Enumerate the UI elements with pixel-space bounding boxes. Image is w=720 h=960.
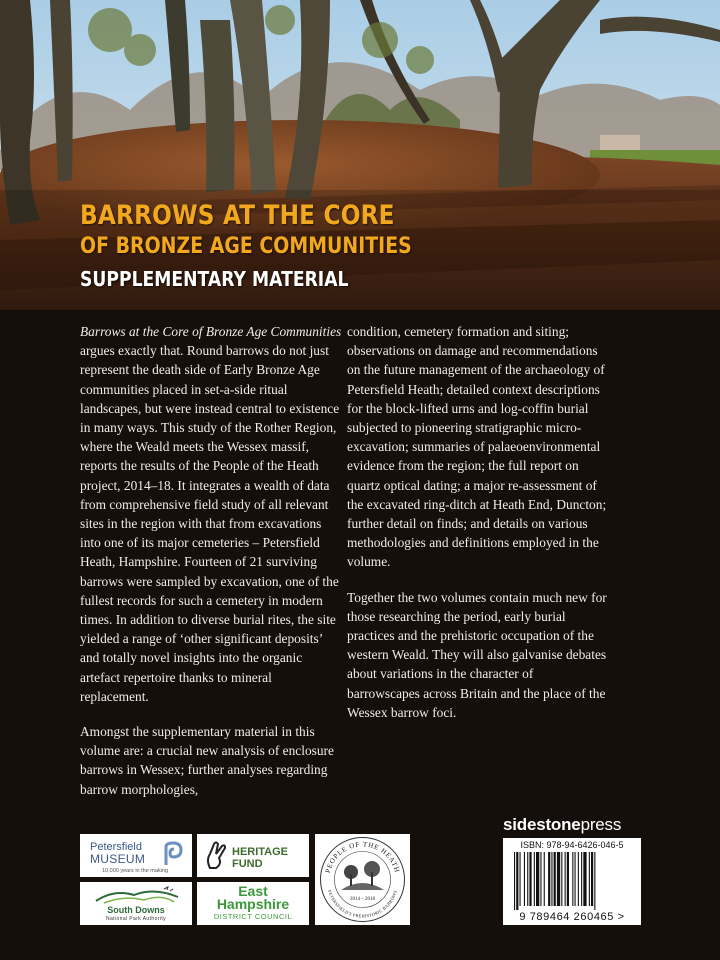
heritage-fund-logo [197,834,309,877]
barcode-bar [557,852,560,906]
blurb-column-right [347,322,609,738]
title-line-2: OF BRONZE AGE COMMUNITIES [80,234,412,259]
blurb-paragraph-4: Together the two volumes contain much new for those researching the period, early burial practices and the prehistoric occupation of the western Weald. They will also galvanise debates about variations in the character of barrowscapes across Britain and the place of the Wessex barrow foci. [347,589,607,720]
barcode-bar [534,852,535,906]
barcode-bar [516,852,518,910]
barcode-bar [529,852,531,906]
barcode-bar [520,852,521,906]
south-downs-subtitle: National Park Authority [105,916,167,922]
book-title-italic: Barrows at the Core of Bronze Age Communities [80,324,342,339]
barcode-bar [561,852,562,906]
cover-photo-woodland-barrow [0,0,720,310]
barcode-bar [583,852,586,906]
south-downs-logo [80,882,192,925]
barcode-bar [567,852,569,906]
barcode-bar [548,852,550,906]
petersfield-name: Petersfield [90,841,142,853]
publisher-light: press [580,815,622,834]
seal-bottom-text: PETERSFIELD'S PREHISTORIC BARROWS [327,889,398,919]
east-word: East [238,883,268,899]
petersfield-museum-logo [80,834,192,877]
blurb-column-left [80,322,342,815]
barcode-bar [554,852,556,906]
heritage-word: HERITAGE [232,846,289,858]
barcode-bar [514,852,515,910]
isbn-label: ISBN: 978-94-6426-046-5 [520,840,624,850]
barcode-bar [551,852,552,906]
people-of-the-heath-seal [315,834,410,925]
barcode-bars [512,852,632,910]
hampshire-word: Hampshire [216,896,290,912]
spiral-p-icon [162,841,184,867]
barcode-bar [581,852,582,906]
blurb-paragraph-1-text: argues exactly that. Round barrows do not just represent the death side of Early Bronze Age communities placed in set-a-side ritual landscapes, but were instead central to existence in many ways. This study of the Rother Region, where the Weald meets the Wessex massif, reports the results of the People of the Heath project, 2014–18. It integrates a wealth of data from comprehensive field study of all relevant sites in the region with that from excavations into one of its major cemeteries – Petersfield Heath, Hampshire. Fourteen of 21 surviving barrows were sampled by excavation, one of the fullest records for such a cemetery in modern times. In addition to diverse burial rites, the site yielded a range of ‘other significant deposits’ and totally novel insights into the organic artefact repertoire thanks to mineral replacement. [80,343,340,704]
seal-years: 2014 – 2018 [350,897,375,902]
south-downs-name: South Downs [107,905,165,915]
museum-name: MUSEUM [90,852,146,866]
barcode-bar [572,852,573,906]
barcode-bar [540,852,541,906]
subtitle: SUPPLEMENTARY MATERIAL [80,267,349,291]
barcode-bar [594,852,595,910]
barrow-trees-seal-icon [315,834,410,925]
blurb-paragraph-3: condition, cemetery formation and siting; observations on damage and recommendations on the future management of the archaeology of Petersfield Heath; detailed context descriptions for the block-lifted urns and log-coffin burial subjected to pioneering stratigraphic micro-excavation; summaries of palaeoenvironmental evidence from the region; the full report on quartz optical dating; a major re-assessment of the excavated ring-ditch at Heath End, Duncton; further detail on finds; and details on various methodologies and definitions employed in the volume. [347,324,607,570]
barcode-bar [578,852,579,906]
isbn-barcode [503,838,641,925]
barcode-bar [589,852,590,906]
fund-word: FUND [232,858,263,870]
downs-landscape-icon [94,885,180,905]
district-council-word: DISTRICT COUNCIL [213,912,293,921]
blurb-paragraph-2: Amongst the supplementary material in this volume are: a crucial new analysis of enclosure barrows in Wessex; further analyses regarding barrow morphologies, [80,724,334,797]
crossed-fingers-icon [204,840,230,870]
cover-title-block [80,200,466,294]
barcode-bar [524,852,525,906]
barcode-bar [591,852,593,906]
publisher-bold: sidestone [503,815,581,834]
ean-number: 9 789464 260465 > [519,911,625,923]
museum-tagline: 10,000 years in the making [102,868,169,874]
heritage-fund-label [232,846,288,870]
title-line-1: BARROWS AT THE CORE [80,200,395,231]
blurb-paragraph-1 [80,322,342,706]
publisher-logo [503,815,621,835]
barcode-bar [536,852,539,906]
east-hampshire-logo [197,882,309,925]
barcode-bar [565,852,566,906]
barcode-bar [527,852,528,906]
barcode-bar [544,852,545,906]
barcode-bar [575,852,576,906]
seal-top-text: PEOPLE OF THE HEATH [323,840,402,874]
